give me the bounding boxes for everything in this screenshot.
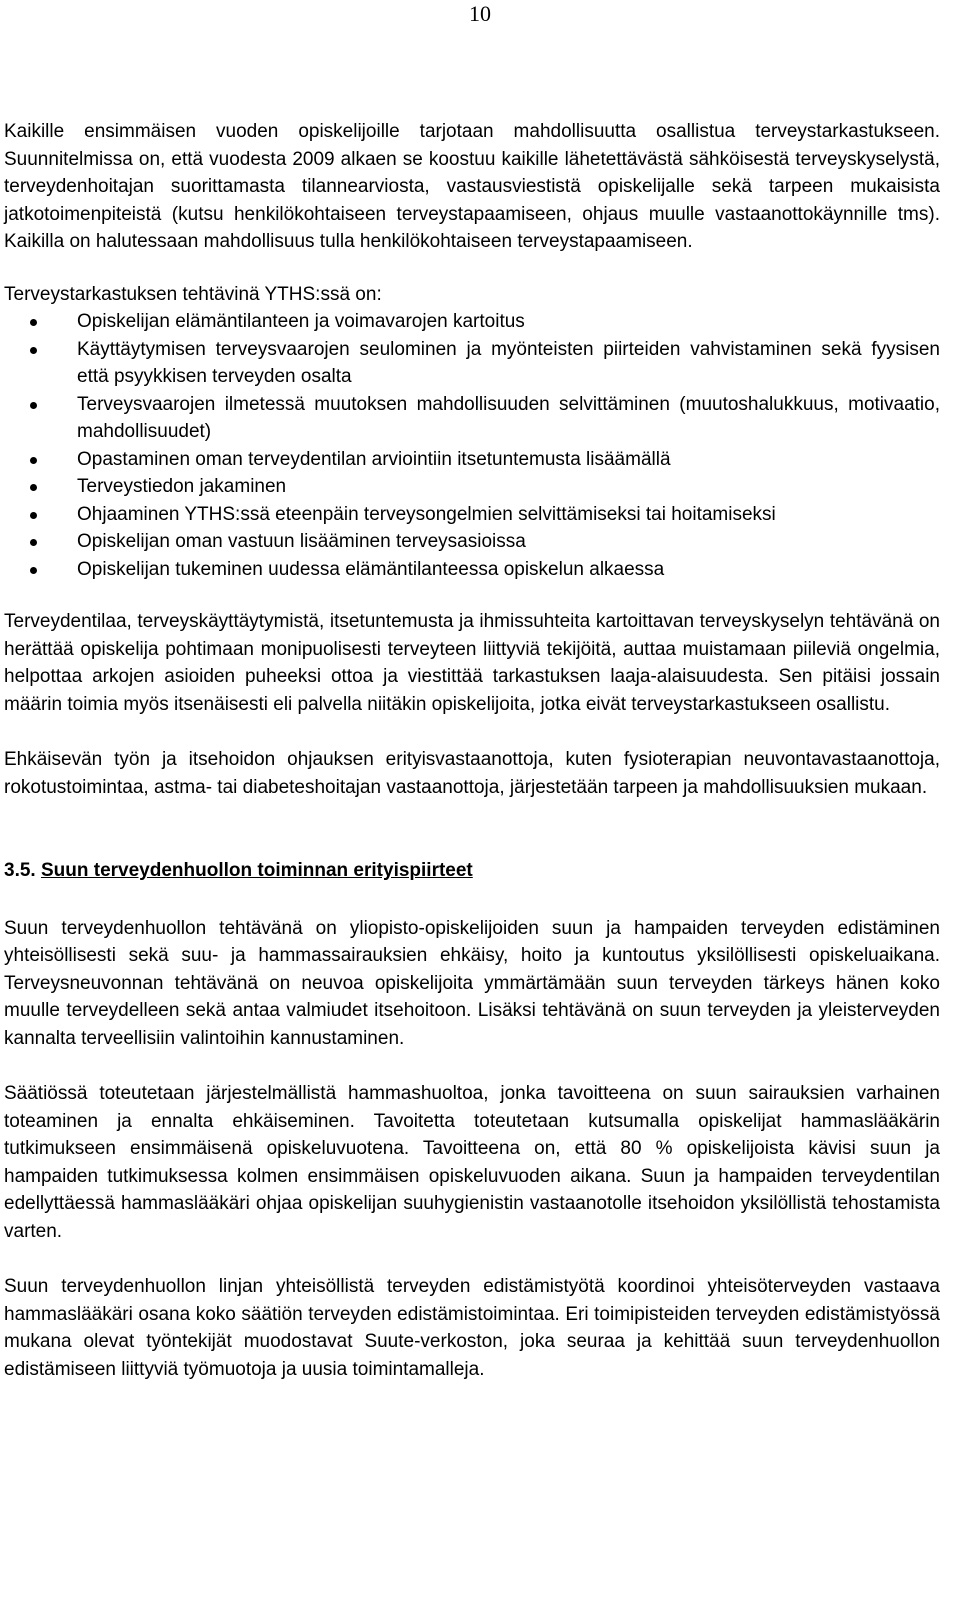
list-item-text: Opiskelijan elämäntilanteen ja voimavarojen kartoitus [77,311,525,332]
section-paragraph: Suun terveydenhuollon linjan yhteisöllistä terveyden edistämistyötä koordinoi yhteisöterveyden vastaava hammaslääkäri osana koko säätiön terveyden edistämistoimintaa. Eri toimipisteiden terveyden edistämistyössä mukana olevat työntekijät muodostavat Suute-verkoston, joka seuraa ja kehittää suun terveydenhuollon edistämiseen liittyviä työmuotoja ja uusia toimintamalleja. [4,1276,940,1380]
list-item [4,473,940,501]
list-item [4,391,940,446]
bullet-icon [30,402,37,409]
bullet-icon [30,319,37,326]
list-item-text: Terveysvaarojen ilmetessä muutoksen mahdollisuuden selvittäminen (muutoshalukkuus, motivaatio, mahdollisuudet) [77,393,940,442]
bullet-icon [30,347,37,354]
section-paragraph: Suun terveydenhuollon tehtävänä on yliopisto-opiskelijoiden suun ja hampaiden terveyden edistäminen yhteisöllisesti sekä suu- ja hammassairauksien ehkäisy, hoito ja kuntoutus yksilöllisesti opiskeluaikana. Terveysneuvonnan tehtävänä on neuvoa opiskelijoita ymmärtämään suun terveyden tärkeys hänen koko muulle terveydelleen sekä antaa valmiudet itsehoitoon. Lisäksi tehtävänä on suun terveyden ja yleisterveyden kannalta terveellisiin valintoihin kannustaminen. [4,917,940,1049]
list-item-text: Ohjaaminen YTHS:ssä eteenpäin terveysongelmien selvittämiseksi tai hoitamiseksi [77,503,776,525]
list-item-text: Opiskelijan oman vastuun lisääminen terveysasioissa [77,531,526,552]
tasks-list [4,308,940,583]
bullet-icon [30,512,37,519]
list-item [4,308,940,336]
bullet-icon [30,457,37,464]
list-item [4,528,940,556]
bullet-icon [30,567,37,574]
section-title: Suun terveydenhuollon toiminnan erityispiirteet [40,860,473,881]
list-item-text: Käyttäytymisen terveysvaarojen seulominen ja myönteisten piirteiden vahvistaminen sekä fyysisen että psyykkisen terveyden osalta [77,338,940,387]
list-item-text: Opiskelijan tukeminen uudessa elämäntilanteessa opiskelun alkaessa [77,558,665,580]
bullet-icon [30,484,37,491]
section-heading [4,857,940,885]
health-survey-paragraph: Terveydentilaa, terveyskäyttäytymistä, itsetuntemusta ja ihmissuhteita kartoittavan terveyskyselyn tehtävänä on herättää opiskelija pohtimaan monipuolisesti terveyteen liittyviä tekijöitä, auttaa muistamaan piileviä ongelmia, helpottaa arkojen asioiden puheeksi ottoa ja viestittää tarkastuksen laaja-alaisuudesta. Sen pitäisi jossain määrin toimia myös itsenäisesti eli palvella niitäkin opiskelijoita, jotka eivät terveystarkastukseen osallistu. [4,611,940,715]
intro-paragraph: Kaikille ensimmäisen vuoden opiskelijoille tarjotaan mahdollisuutta osallistua terveystarkastukseen. Suunnitelmissa on, että vuodesta 2009 alkaen se koostuu kaikille lähetettävästä sähköisestä terveyskyselystä, terveydenhoitajan suorittamasta tilannearviosta, vastausviestistä opiskelijalle sekä tarpeen mukaisista jatkotoimenpiteistä (kutsu henkilökohtaiseen terveystapaamiseen, ohjaus muulle vastaanottokäynnille tms). Kaikilla on halutessaan mahdollisuus tulla henkilökohtaiseen terveystapaamiseen. [4,121,940,252]
document-body [4,118,940,1383]
section-paragraph: Säätiössä toteutetaan järjestelmällistä hammashuoltoa, jonka tavoitteena on suun sairauksien varhainen toteaminen ja ennalta ehkäiseminen. Tavoitetta toteutetaan kutsumalla opiskelijat hammaslääkärin tutkimukseen ensimmäisenä opiskeluvuotena. Tavoitteena on, että 80 % opiskelijoista kävisi suun ja hampaiden tutkimuksessa kolmen ensimmäisen opiskeluvuoden aikana. Suun ja hampaiden terveydentilan edellyttäessä hammaslääkäri ohjaa opiskelijan suuhygienistin vastaanotolle itsehoidon yksilöllistä tehostamista varten. [4,1083,940,1242]
list-item-text: Opastaminen oman terveydentilan arviointiin itsetuntemusta lisäämällä [77,448,671,470]
list-item [4,501,940,529]
list-item-text: Terveystiedon jakaminen [77,476,287,497]
list-item [4,336,940,391]
bullet-icon [30,539,37,546]
special-clinics-paragraph: Ehkäisevän työn ja itsehoidon ohjauksen erityisvastaanottoja, kuten fysioterapian neuvontavastaanottoja, rokotustoimintaa, astma- tai diabeteshoitajan vastaanottoja, järjestetään tarpeen ja mahdollisuuksien mukaan. [4,749,940,798]
tasks-intro: Terveystarkastuksen tehtävinä YTHS:ssä on: [4,283,382,305]
section-number: 3.5. [4,860,36,881]
list-item [4,446,940,474]
page-number: 10 [469,1,491,26]
list-item [4,556,940,584]
